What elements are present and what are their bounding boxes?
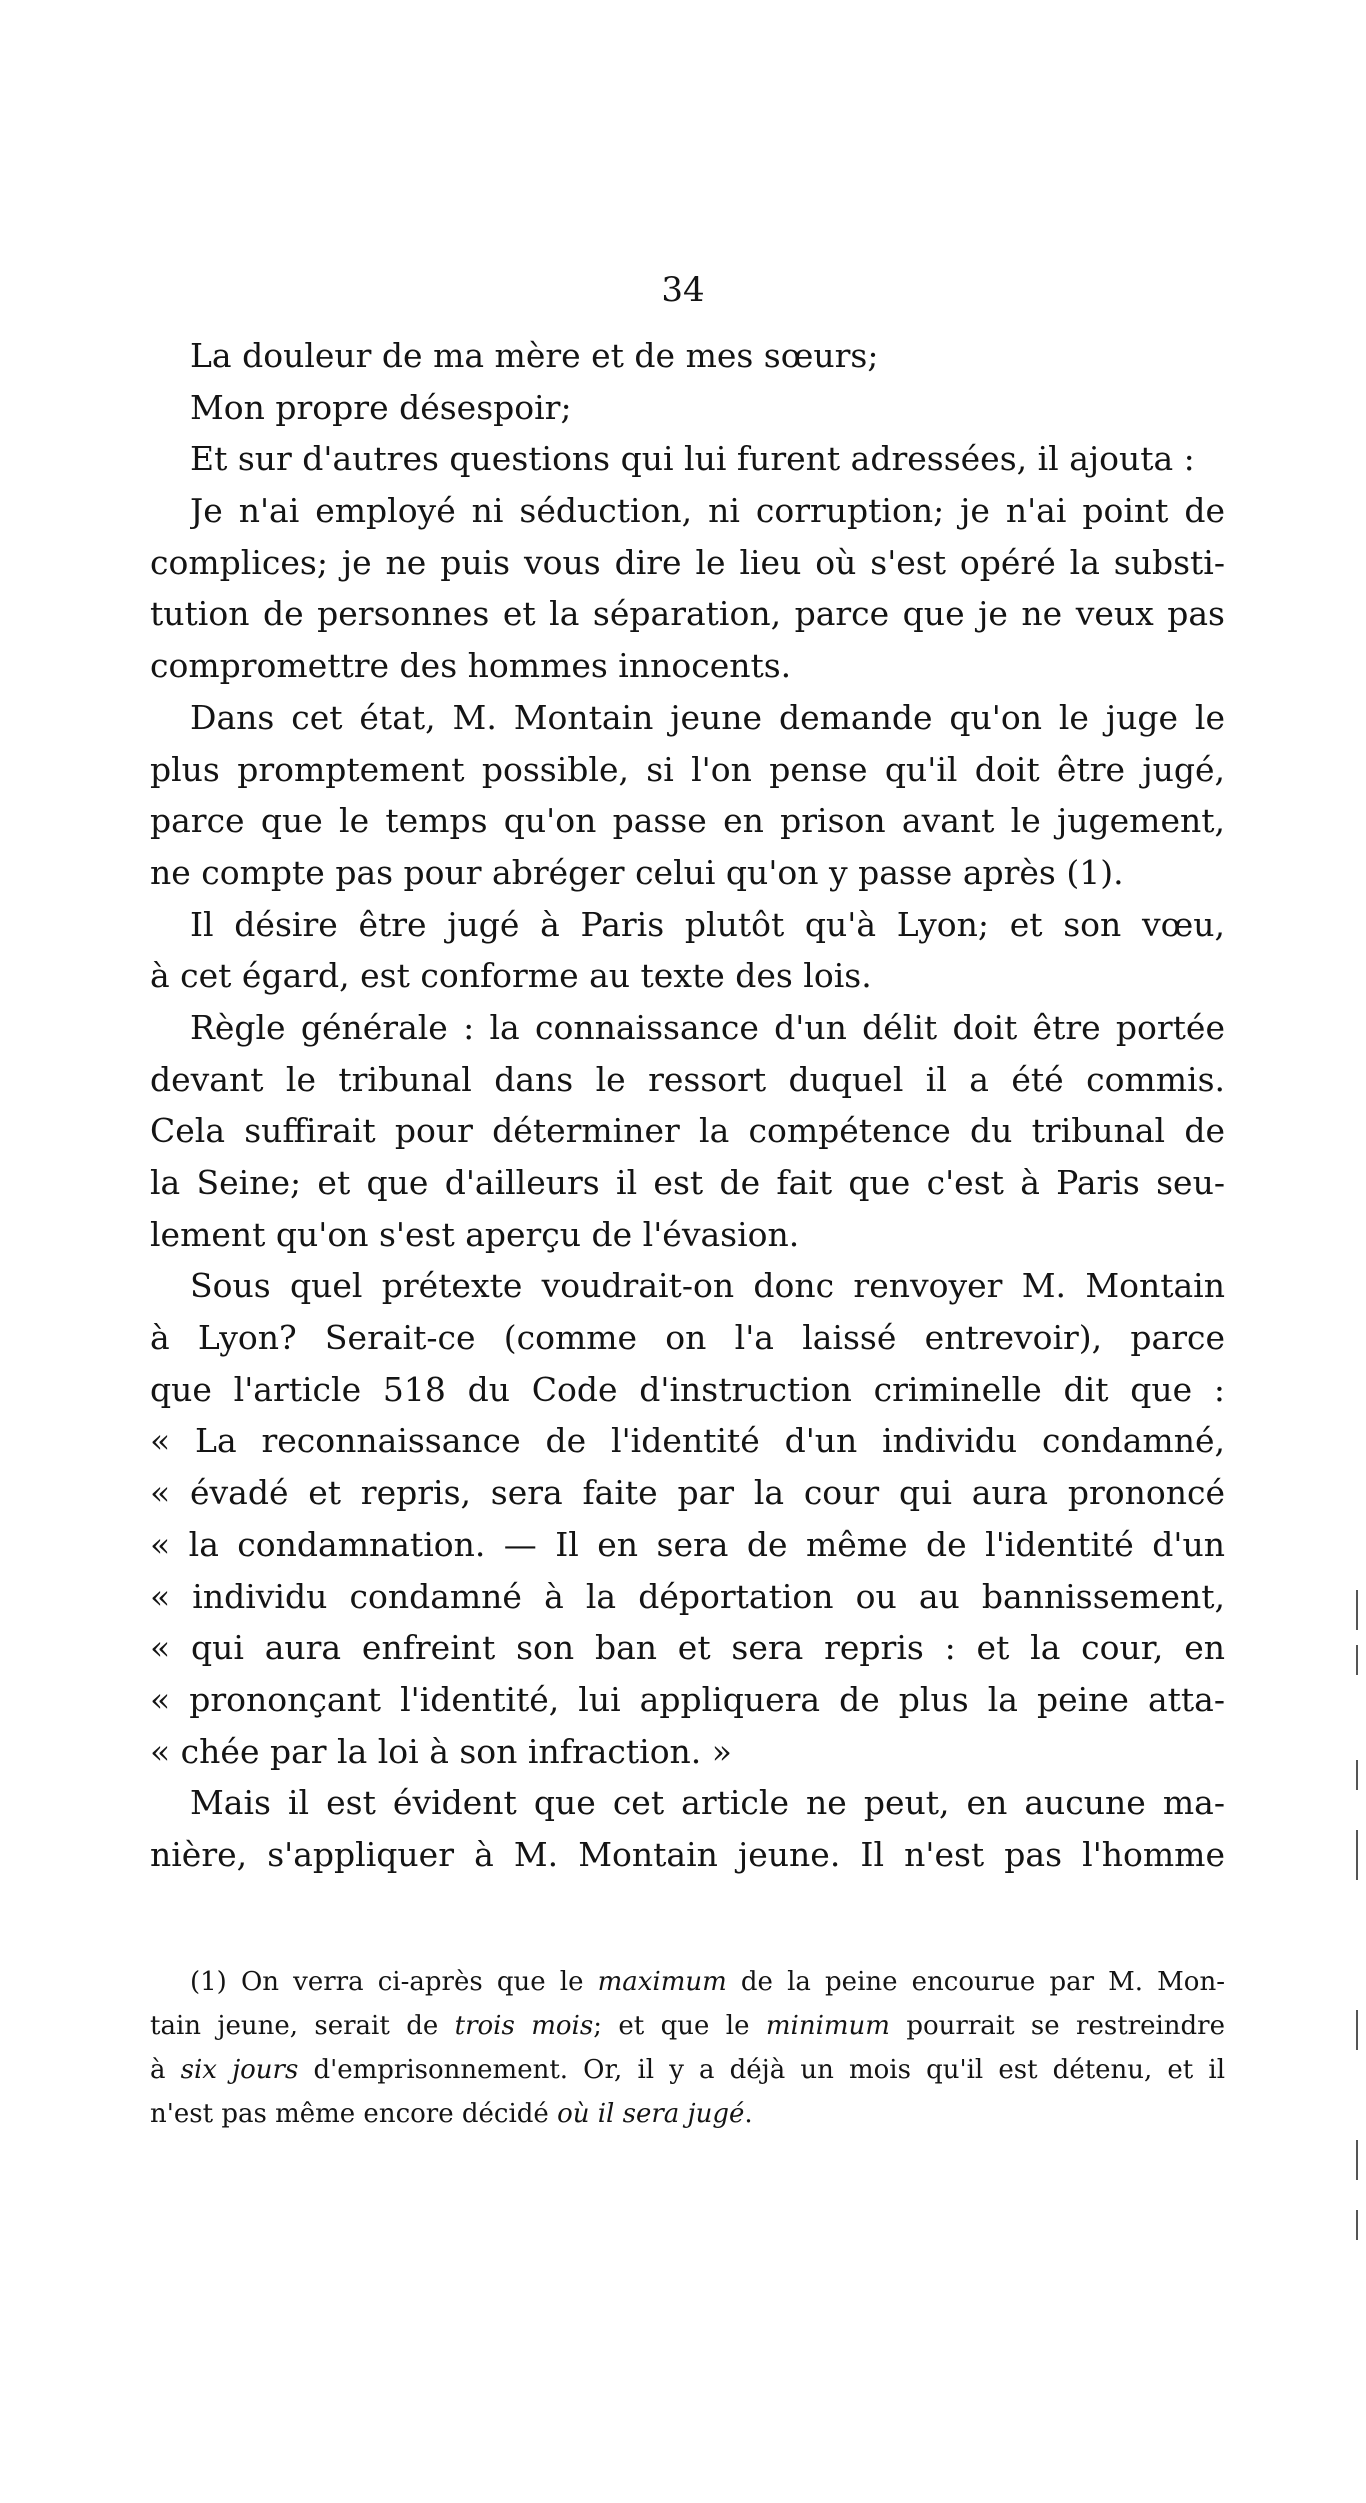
line-text: Il désire être jugé à Paris plutôt qu'à Lyon; et son vœu, [190, 904, 1225, 944]
line-text: Je n'ai employé ni séduction, ni corruption; je n'ai point de [190, 491, 1225, 531]
text-line [150, 692, 1225, 744]
scan-edge-mark [1356, 1830, 1358, 1880]
line-text: parce que le temps qu'on passe en prison avant le jugement, [150, 801, 1225, 841]
text-line [150, 382, 1225, 434]
quoted-line [150, 1622, 1225, 1674]
body-text [150, 330, 1225, 1881]
line-text: « individu condamné à la déportation ou au bannissement, [150, 1576, 1225, 1616]
text-line [150, 588, 1225, 640]
text-line [150, 1777, 1225, 1829]
footnote [150, 1960, 1225, 2136]
text-line [150, 1105, 1225, 1157]
footnote-line [150, 1960, 1225, 2004]
text-line [150, 1054, 1225, 1106]
line-text: « chée par la loi à son infraction. » [150, 1731, 732, 1771]
line-text: la Seine; et que d'ailleurs il est de fait que c'est à Paris seu- [150, 1163, 1225, 1202]
scan-edge-mark [1356, 1760, 1358, 1790]
text-line [150, 1312, 1225, 1364]
text-line [150, 847, 1225, 899]
line-text: « la condamnation. — Il en sera de même de l'identité d'un [150, 1524, 1225, 1564]
text-line [150, 1209, 1225, 1261]
line-text: plus promptement possible, si l'on pense qu'il doit être jugé, [150, 749, 1225, 789]
quoted-line [150, 1726, 1225, 1778]
quoted-line [150, 1519, 1225, 1571]
line-text: lement qu'on s'est aperçu de l'évasion. [150, 1214, 800, 1254]
line-text: à Lyon? Serait-ce (comme on l'a laissé entrevoir), parce [150, 1318, 1225, 1358]
footnote-text: (1) On verra ci-après que le maximum de la peine encourue par M. Mon- [190, 1967, 1225, 1997]
line-text: devant le tribunal dans le ressort duquel il a été commis. [150, 1059, 1225, 1099]
line-text: tution de personnes et la séparation, parce que je ne veux pas [150, 594, 1225, 634]
line-text: Sous quel prétexte voudrait-on donc renvoyer M. Montain [190, 1266, 1225, 1306]
line-text: « prononçant l'identité, lui appliquera de plus la peine atta- [150, 1679, 1225, 1719]
footnote-line [150, 2048, 1225, 2092]
footnote-text: n'est pas même encore décidé où il sera jugé. [150, 2099, 753, 2129]
line-text: La douleur de ma mère et de mes sœurs; [190, 336, 879, 375]
line-text: complices; je ne puis vous dire le lieu où s'est opéré la substi- [150, 542, 1225, 582]
text-line [150, 433, 1225, 485]
line-text: Et sur d'autres questions qui lui furent adressées, il ajouta : [190, 439, 1195, 479]
line-text: « La reconnaissance de l'identité d'un individu condamné, [150, 1421, 1225, 1461]
footnote-text: à six jours d'emprisonnement. Or, il y a déjà un mois qu'il est détenu, et il [150, 2055, 1226, 2085]
line-text: « évadé et repris, sera faite par la cour qui aura prononcé [150, 1473, 1225, 1513]
line-text: Règle générale : la connaissance d'un délit doit être portée [190, 1007, 1225, 1047]
text-line [150, 537, 1225, 589]
line-text: à cet égard, est conforme au texte des lois. [150, 956, 872, 996]
line-text: Mon propre désespoir; [190, 387, 572, 427]
line-text: « qui aura enfreint son ban et sera repris : et la cour, en [150, 1628, 1225, 1668]
text-line [150, 485, 1225, 537]
scan-edge-mark [1356, 2140, 1358, 2180]
scan-edge-mark [1356, 2210, 1358, 2240]
page-number: 34 [661, 270, 705, 310]
text-line [150, 330, 1225, 382]
text-line [150, 1829, 1225, 1881]
footnote-line [150, 2004, 1225, 2048]
text-line [150, 1002, 1225, 1054]
footnote-line [150, 2092, 1225, 2136]
scan-edge-mark [1356, 1590, 1358, 1630]
text-line [150, 640, 1225, 692]
scan-edge-mark [1356, 2010, 1358, 2050]
line-text: ne compte pas pour abréger celui qu'on y passe après (1). [150, 852, 1124, 892]
quoted-line [150, 1467, 1225, 1519]
line-text: que l'article 518 du Code d'instruction criminelle dit que : [150, 1369, 1225, 1409]
line-text: Mais il est évident que cet article ne peut, en aucune ma- [190, 1783, 1225, 1823]
text-line [150, 744, 1225, 796]
scan-edge-mark [1356, 1645, 1358, 1675]
text-line [150, 950, 1225, 1002]
text-line [150, 899, 1225, 951]
quoted-line [150, 1571, 1225, 1623]
text-line [150, 795, 1225, 847]
line-text: compromettre des hommes innocents. [150, 646, 792, 686]
text-line [150, 1157, 1225, 1209]
line-text: nière, s'appliquer à M. Montain jeune. Il n'est pas l'homme [150, 1834, 1225, 1874]
text-line [150, 1260, 1225, 1312]
text-line [150, 1364, 1225, 1416]
quoted-line [150, 1415, 1225, 1467]
quoted-line [150, 1674, 1225, 1726]
footnote-text: tain jeune, serait de trois mois; et que le minimum pourrait se restreindre [150, 2011, 1225, 2041]
line-text: Dans cet état, M. Montain jeune demande qu'on le juge le [190, 697, 1225, 737]
line-text: Cela suffirait pour déterminer la compétence du tribunal de [150, 1111, 1225, 1151]
